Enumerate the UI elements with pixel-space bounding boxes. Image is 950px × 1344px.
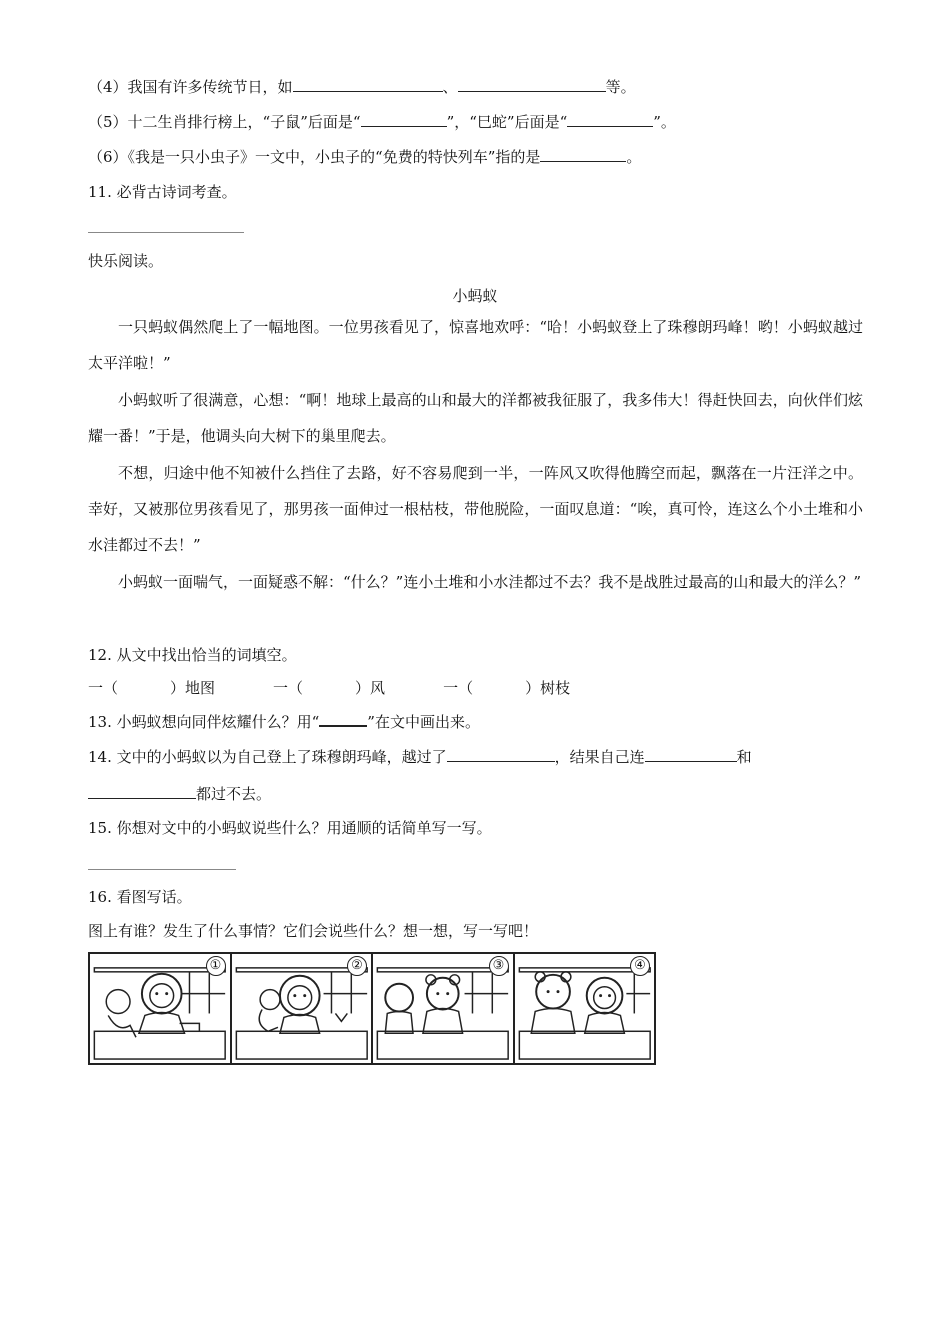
answer-rule[interactable] <box>88 869 236 870</box>
underline-sample <box>319 711 367 727</box>
q10-item-4: （4）我国有许多传统节日，如 、 等。 <box>88 78 636 96</box>
answer-blank[interactable] <box>540 147 626 162</box>
panel-number: ③ <box>489 956 509 976</box>
reading-paragraph-3: 不想，归途中他不知被什么挡住了去路，好不容易爬到一半，一阵风又吹得他腾空而起，飘落在一片汪洋之中。幸好，又被那位男孩看见了，那男孩一面伸过一根枯枝，带他脱险，一面叹息道：“唉，真可怜，连这么个小土堆和小水洼都过不去！” <box>88 464 863 554</box>
q13-question: 13. 小蚂蚁想向同伴炫耀什么？用“ ”在文中画出来。 <box>88 713 480 731</box>
picture-comic-strip <box>88 952 656 1065</box>
comic-panel-2 <box>232 954 374 1063</box>
reading-paragraph-1: 一只蚂蚁偶然爬上了一幅地图。一位男孩看见了，惊喜地欢呼：“哈！小蚂蚁登上了珠穆朗玛峰！哟！小蚂蚁越过太平洋啦！” <box>88 318 863 372</box>
q11-question: 11. 必背古诗词考查。 <box>88 183 237 201</box>
reading-paragraph-4: 小蚂蚁一面喘气，一面疑惑不解：“什么？”连小土堆和小水洼都过不去？我不是战胜过最高的山和最大的洋么？” <box>118 573 862 591</box>
q10-item-5: （5）十二生肖排行榜上，“子鼠”后面是“ ”，“巳蛇”后面是“ ”。 <box>88 113 676 131</box>
q12-fill-row: 一（ ）地图 一（ ）风 一（ ）树枝 <box>88 679 571 697</box>
answer-blank[interactable] <box>458 77 606 92</box>
answer-blank[interactable] <box>645 747 737 762</box>
answer-rule[interactable] <box>88 232 244 233</box>
q15-question: 15. 你想对文中的小蚂蚁说些什么？用通顺的话简单写一写。 <box>88 819 492 837</box>
panel-number: ② <box>347 956 367 976</box>
q10-item-6: （6）《我是一只小虫子》一文中，小虫子的“免费的特快列车”指的是 。 <box>88 148 642 166</box>
panel-number: ④ <box>630 956 650 976</box>
q16-question: 16. 看图写话。 <box>88 888 192 906</box>
answer-blank[interactable] <box>88 784 196 799</box>
answer-blank[interactable] <box>293 77 443 92</box>
reading-paragraph-2: 小蚂蚁听了很满意，心想：“啊！地球上最高的山和最大的洋都被我征服了，我多伟大！得赶快回去，向伙伴们炫耀一番！”于是，他调头向大树下的巢里爬去。 <box>88 391 863 445</box>
comic-panel-4 <box>515 954 655 1063</box>
answer-blank[interactable] <box>361 112 447 127</box>
q16-prompt: 图上有谁？发生了什么事情？它们会说些什么？想一想，写一写吧！ <box>88 922 539 940</box>
panel-number: ① <box>206 956 226 976</box>
q14-question: 14. 文中的小蚂蚁以为自己登上了珠穆朗玛峰，越过了 ，结果自己连 和 <box>88 748 752 766</box>
answer-blank[interactable] <box>567 112 653 127</box>
reading-title: 小蚂蚁 <box>452 287 498 305</box>
answer-blank[interactable] <box>447 747 555 762</box>
comic-panel-1 <box>90 954 232 1063</box>
q12-question: 12. 从文中找出恰当的词填空。 <box>88 646 297 664</box>
reading-intro: 快乐阅读。 <box>88 252 164 270</box>
comic-panel-3 <box>373 954 515 1063</box>
q14-question-cont: 都过不去。 <box>88 783 271 805</box>
